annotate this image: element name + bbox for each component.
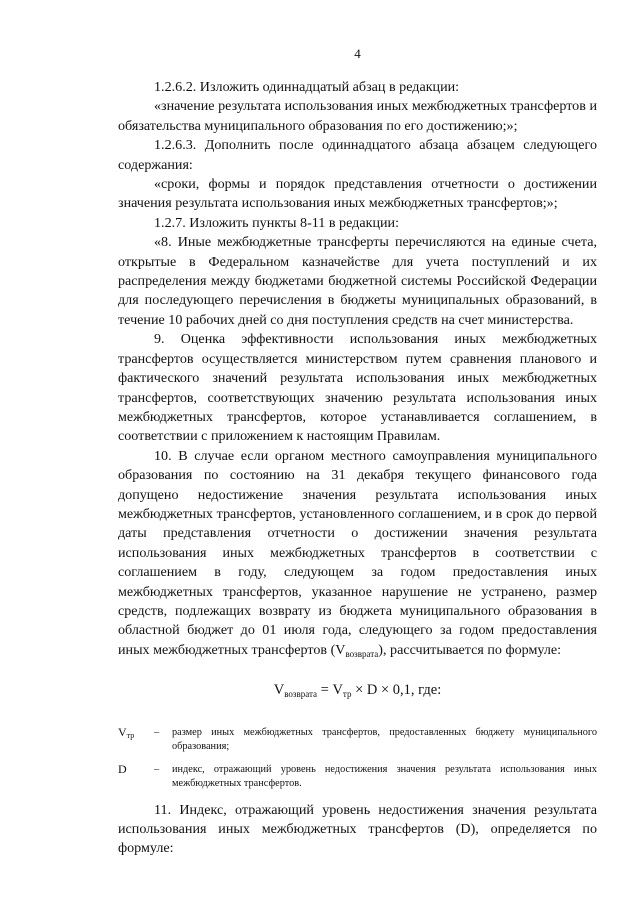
formula-tr-sub: тр: [342, 689, 352, 700]
legend-symbol: D: [118, 762, 127, 777]
paragraph-1-2-7: 1.2.7. Изложить пункты 8-11 в редакции:: [154, 214, 399, 231]
paragraph-8: «8. Иные межбюджетные трансферты перечисляются на единые счета, открытые в Федеральном казначействе для учета поступлений и их распределения между бюджетами бюджетной системы Российской Федерации для последующего перечисления в бюджеты муниципальных образований, в течение 10 рабочих дней со дня поступления средств на счет министерства.: [118, 234, 597, 328]
legend-dash: –: [154, 764, 160, 776]
paragraph-1-2-6-2: 1.2.6.2. Изложить одиннадцатый абзац в редакции:: [154, 79, 460, 95]
legend-text: размер иных межбюджетных трансфертов, предоставленных бюджету муниципального образования;: [172, 727, 597, 752]
formula-legend: [118, 726, 597, 790]
legend-text: индекс, отражающий уровень недостижения значения результата использования иных межбюджетных трансфертов.: [172, 764, 597, 789]
formula-v: V: [273, 682, 285, 699]
legend-dash: –: [154, 727, 160, 739]
formula-v-sub: возврата: [284, 689, 318, 700]
paragraph-1-2-6-3: 1.2.6.3. Дополнить после одиннадцатого абзаца абзацем следующего содержания:: [118, 137, 597, 173]
page-number: 4: [354, 46, 361, 61]
paragraph-10: [118, 447, 597, 664]
formula-vozvrata: [118, 680, 597, 704]
paragraph-quote-reporting: «сроки, формы и порядок представления отчетности о достижении значения результата использования иных межбюджетных трансфертов;»;: [118, 176, 597, 212]
paragraph-quote-result: «значение результата использования иных межбюджетных трансфертов и обязательства муниципального образования по его достижению;»;: [118, 98, 597, 134]
formula-eq: = V: [317, 682, 343, 699]
legend-symbol: $V_{тр}$: [118, 725, 135, 741]
paragraph-10-tail: ), рассчитывается по формуле:: [378, 641, 562, 658]
paragraph-10-text: 10. В случае если органом местного самоуправления муниципального образования по состоянию на 31 декабря текущего финансового года допущено недостижение значения результата использования иных межбюджетных трансфертов, установленного соглашением, и в срок до первой даты представления отчетности о достижении значения результата использования иных межбюджетных трансфертов в соответствии с соглашением в году, следующем за годом предоставления иных межбюджетных трансфертов, указанное нарушение не устранено, размер средств, подлежащих возврату из бюджета муниципального образования в областной бюджет до 01 июля года, следующего за годом предоставления иных межбюджетных трансфертов (V: [118, 447, 597, 658]
legend-row-vtr: [118, 726, 597, 753]
paragraph-9: 9. Оценка эффективности использования иных межбюджетных трансфертов осуществляется министерством путем сравнения планового и фактического значений результата использования иных межбюджетных трансфертов, соответствующих значению результата использования иных межбюджетных трансфертов, которое устанавливается соглашением, в соответствии с приложением к настоящим Правилам.: [118, 331, 597, 445]
formula-rest: × D × 0,1, где:: [351, 682, 442, 699]
legend-row-d: [118, 763, 597, 790]
paragraph-11: 11. Индекс, отражающий уровень недостижения значения результата использования иных межбюджетных трансфертов (D), определяется по формуле:: [118, 801, 597, 857]
paragraph-10-sub: возврата: [345, 648, 379, 659]
